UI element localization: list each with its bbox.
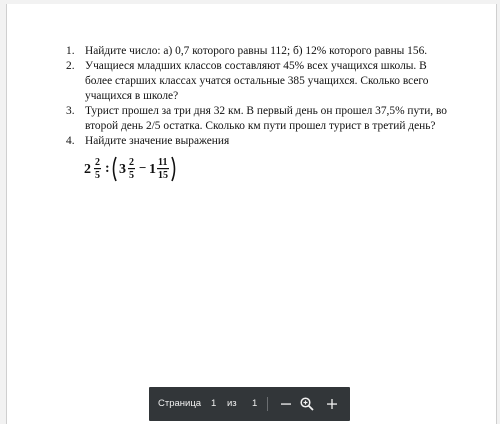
problem-text: Учащиеся младших классов составляют 45% всех учащихся школы. В [85,60,427,72]
current-page-input[interactable]: 1 [211,398,217,409]
whole-3: 3 [119,162,126,177]
math-expression [84,152,194,186]
problem-text: второй день 2/5 остатка. Сколько км пути прошел турист в третий день? [85,120,436,132]
of-label: из [227,398,237,409]
problem-list [66,44,466,149]
numerator-2b: 2 [129,157,134,168]
problem-number: 4. [66,135,75,147]
numerator-2: 2 [95,157,100,168]
problem-text: Найдите число: а) 0,7 которого равны 112; б) 12% которого равны 156. [85,45,428,57]
expression-svg [84,152,194,186]
pdf-viewer-toolbar [149,387,350,421]
denominator-5b: 5 [129,170,134,181]
problem-1 [66,44,466,59]
problem-text: учащихся в школе? [85,90,179,102]
minus-sign: − [139,160,147,175]
problem-number: 2. [66,60,75,72]
denominator-15: 15 [158,170,168,181]
problem-text: более старших классах учатся остальные 385 учащихся. Сколько всего [85,75,429,87]
toolbar-divider [267,397,268,411]
denominator-5: 5 [95,170,100,181]
problem-2 [66,59,466,104]
plus-icon[interactable] [324,396,340,412]
total-pages: 1 [252,398,258,409]
minus-icon[interactable] [278,396,294,412]
numerator-11: 11 [158,157,168,168]
right-paren [172,157,175,181]
problem-text: Найдите значение выражения [85,135,230,147]
problem-number: 1. [66,45,75,57]
zoom-icon[interactable] [299,396,315,412]
problem-number: 3. [66,105,75,117]
division-colon: : [105,161,110,176]
whole-1: 1 [149,162,156,177]
left-paren [114,157,117,181]
whole-2: 2 [84,162,91,177]
page-label: Страница [158,398,202,409]
problem-text: Турист прошел за три дня 32 км. В первый день он прошел 37,5% пути, во [85,105,447,117]
problem-3 [66,104,466,134]
problem-4 [66,134,466,149]
